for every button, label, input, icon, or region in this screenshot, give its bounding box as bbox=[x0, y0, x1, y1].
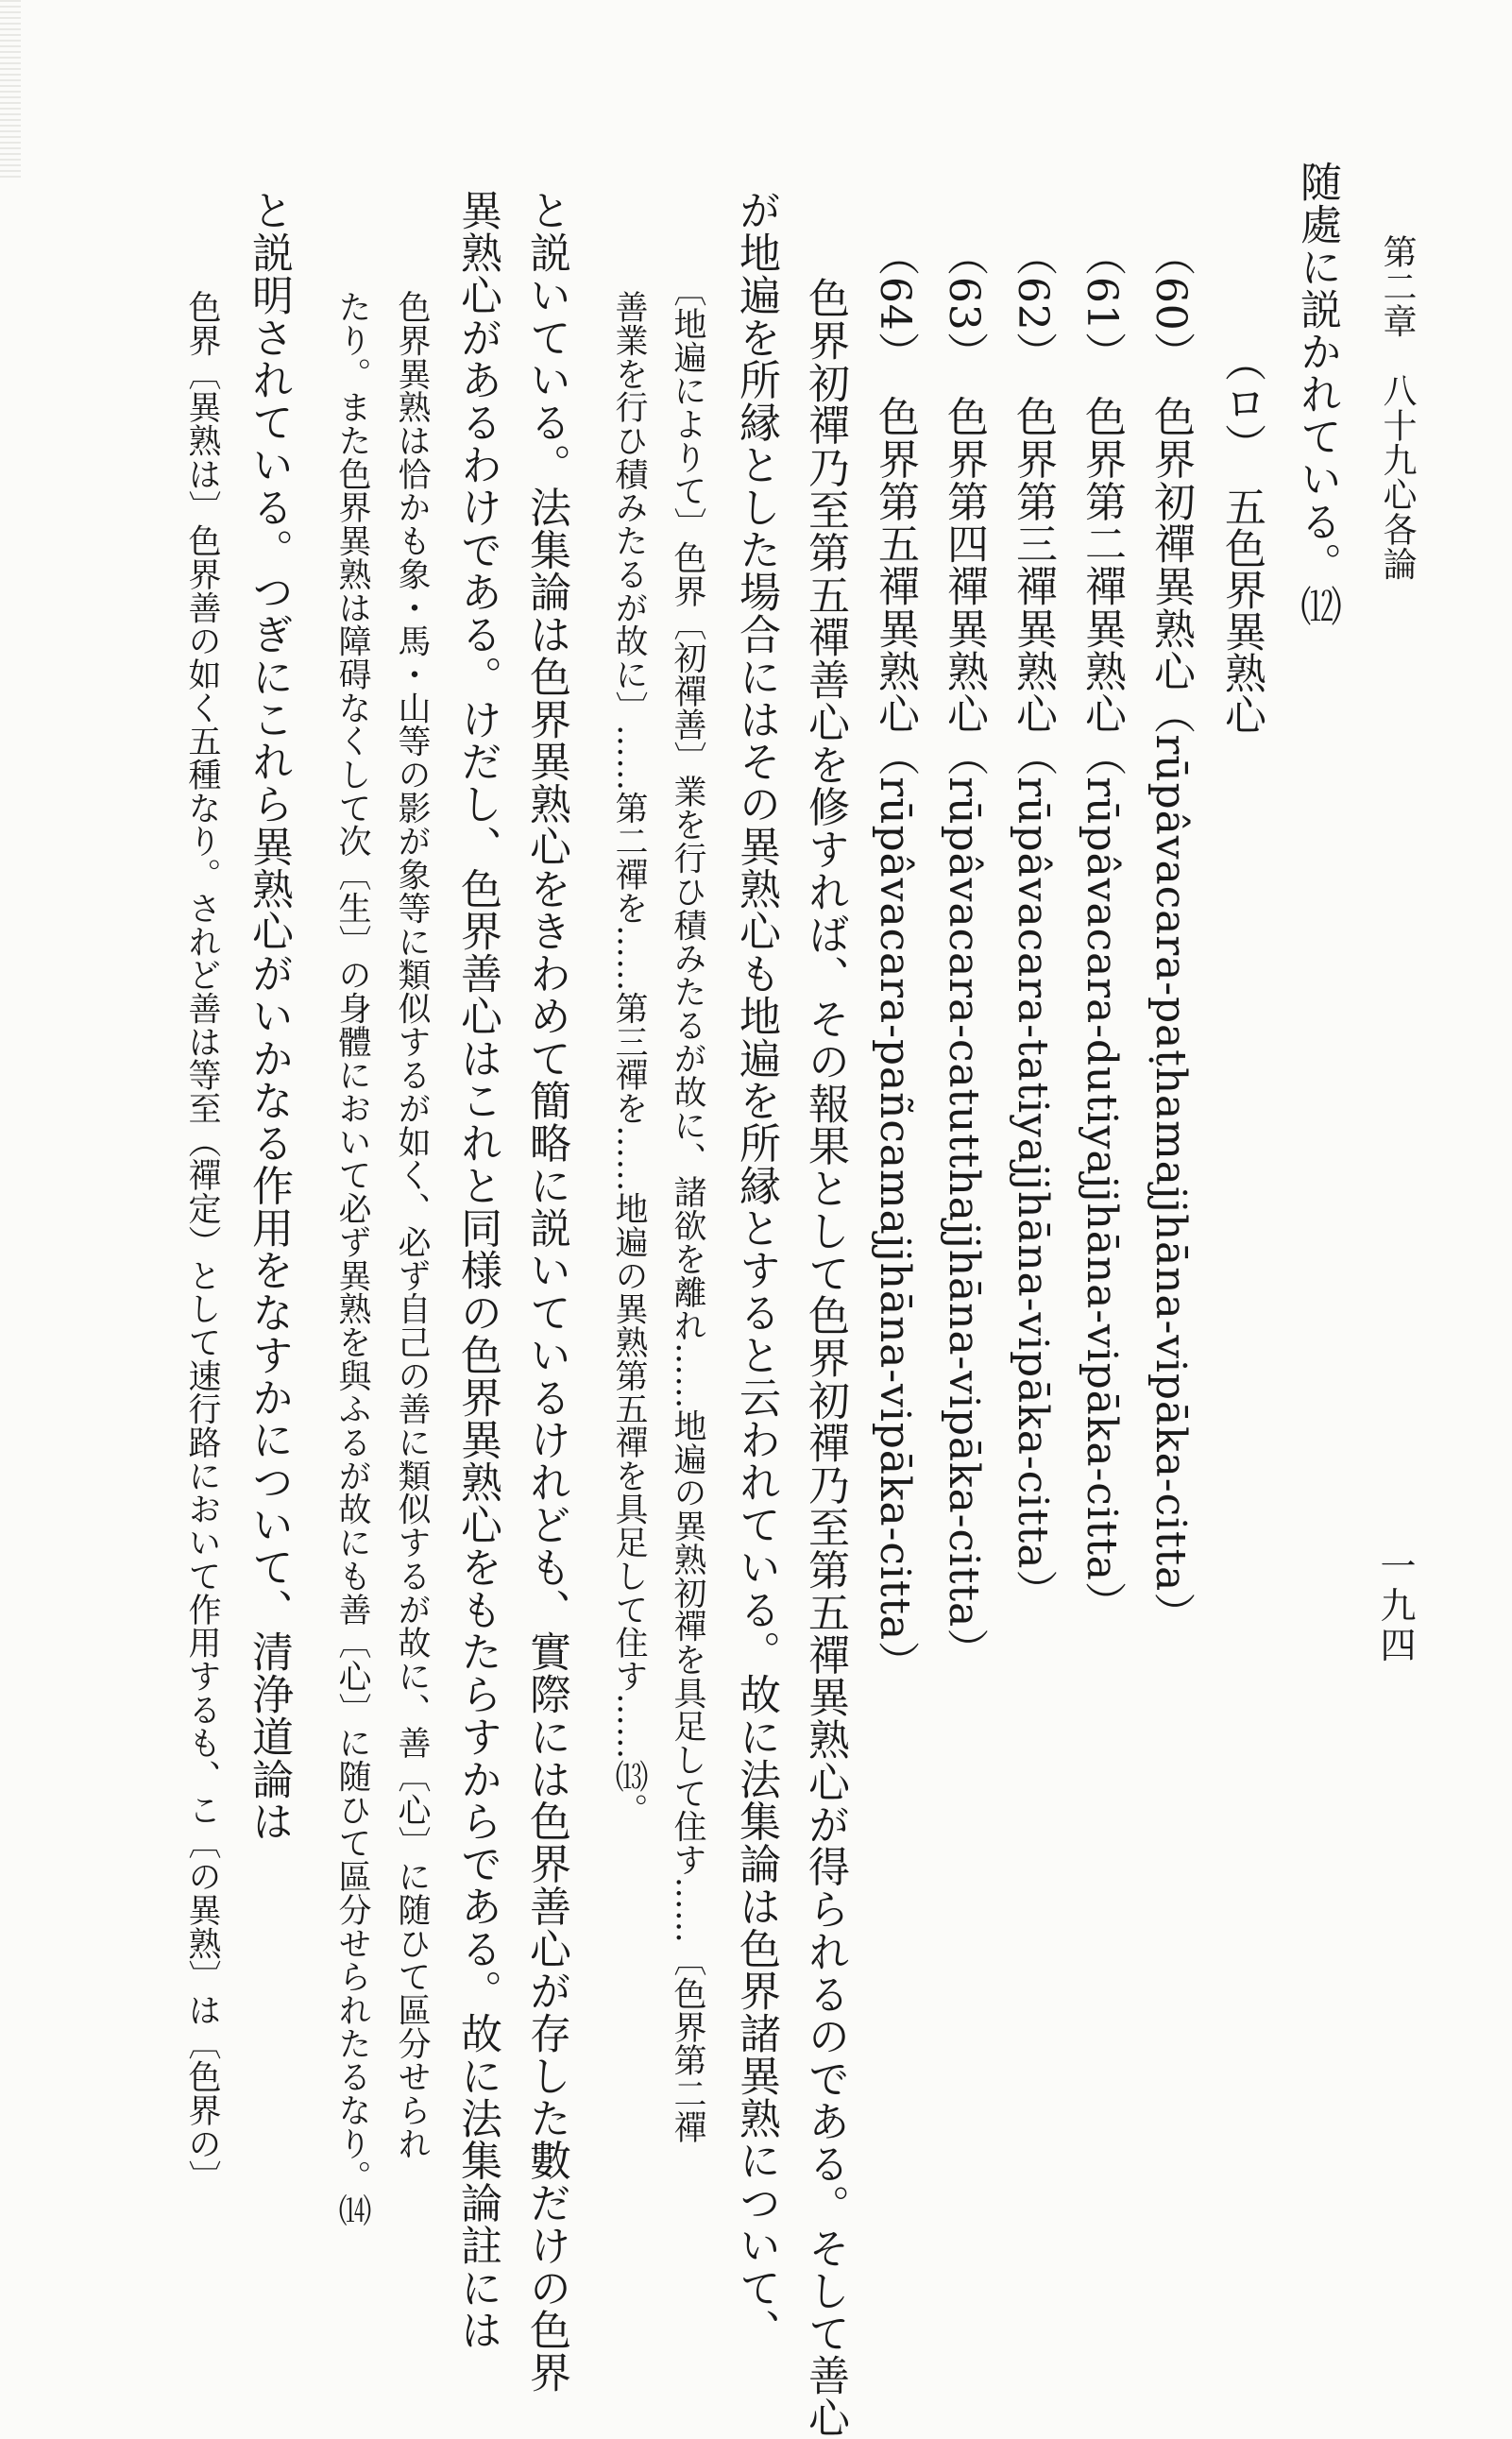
quote-line-1: 〔地遍によりて〕色界〔初禪善〕業を行ひ積みたるが故に、諸欲を離れ……地遍の異熟初禪を具足して住す……〔色界第二禪 bbox=[669, 257, 706, 2144]
list-item-60: （60） 色界初禪異熟心（rūpâvacara-paṭhamajjhāna-vipāka-citta） bbox=[1147, 234, 1195, 1635]
body-line-3: が地遍を所縁とした場合にはその異熟心も地遍を所縁とすると云われている。故に法集論は色界諸異熟について、 bbox=[732, 189, 780, 2351]
body-line-6: と説明されている。つぎにこれら異熟心がいかなる作用をなすかについて、清浄道論は bbox=[245, 189, 293, 1843]
chapter-header: 第二章 八十九心各論 bbox=[1378, 234, 1417, 582]
quote-line-5: 色界〔異熟は〕色界善の如く五種なり。されど善は等至（禪定）として速行路において作用するも、こ〔の異熟〕は〔色界の〕 bbox=[183, 257, 221, 2194]
list-item-61: （61） 色界第二禪異熟心（rūpâvacara-dutiyajjhāna-vipāka-citta） bbox=[1078, 234, 1126, 1624]
quote-line-3: 色界異熟は恰かも象・馬・山等の影が象等に類似するが如く、必ず自己の善に類似するが故に、善〔心〕に随ひて區分せられ bbox=[393, 257, 431, 2160]
page-number: 一九四 bbox=[1374, 1547, 1416, 1666]
list-item-64: （64） 色界第五禪異熟心（rūpâvacara-pañcamajjhāna-vipāka-citta） bbox=[871, 234, 919, 1683]
quote-line-4: たり。また色界異熟は障碍なくして次〔生〕の身體において必ず異熟を與ふるが故にも善〔心〕に随ひて區分せられたるなり。⒁ bbox=[333, 257, 371, 2227]
body-line-1: 随處に説かれている。⑿ bbox=[1293, 161, 1341, 627]
body-line-5: 異熟心があるわけである。けだし、色界善心はこれと同様の色界異熟心をもたらすからである。故に法集論註には bbox=[453, 189, 501, 2351]
scan-edge-artifact bbox=[0, 0, 21, 179]
section-heading: （ロ） 五色界異熟心 bbox=[1217, 340, 1266, 735]
list-item-62: （62） 色界第三禪異熟心（rūpâvacara-tatiyajjhāna-vipāka-citta） bbox=[1009, 234, 1057, 1612]
list-item-63: （63） 色界第四禪異熟心（rūpâvacara-catutthajjhāna-vipāka-citta） bbox=[940, 234, 988, 1671]
quote-line-2: 善業を行ひ積みたるが故に〕……第二禪を……第三禪を……地遍の異熟第五禪を具足して住す……⒀。 bbox=[610, 257, 648, 1827]
body-line-2: 色界初禪乃至第五禪善心を修すれば、その報果として色界初禪乃至第五禪異熟心が得られるのである。そして善心 bbox=[801, 234, 849, 2439]
body-line-4: と説いている。法集論は色界異熟心をきわめて簡略に説いているけれども、實際には色界善心が存した數だけの色界 bbox=[522, 189, 570, 2394]
